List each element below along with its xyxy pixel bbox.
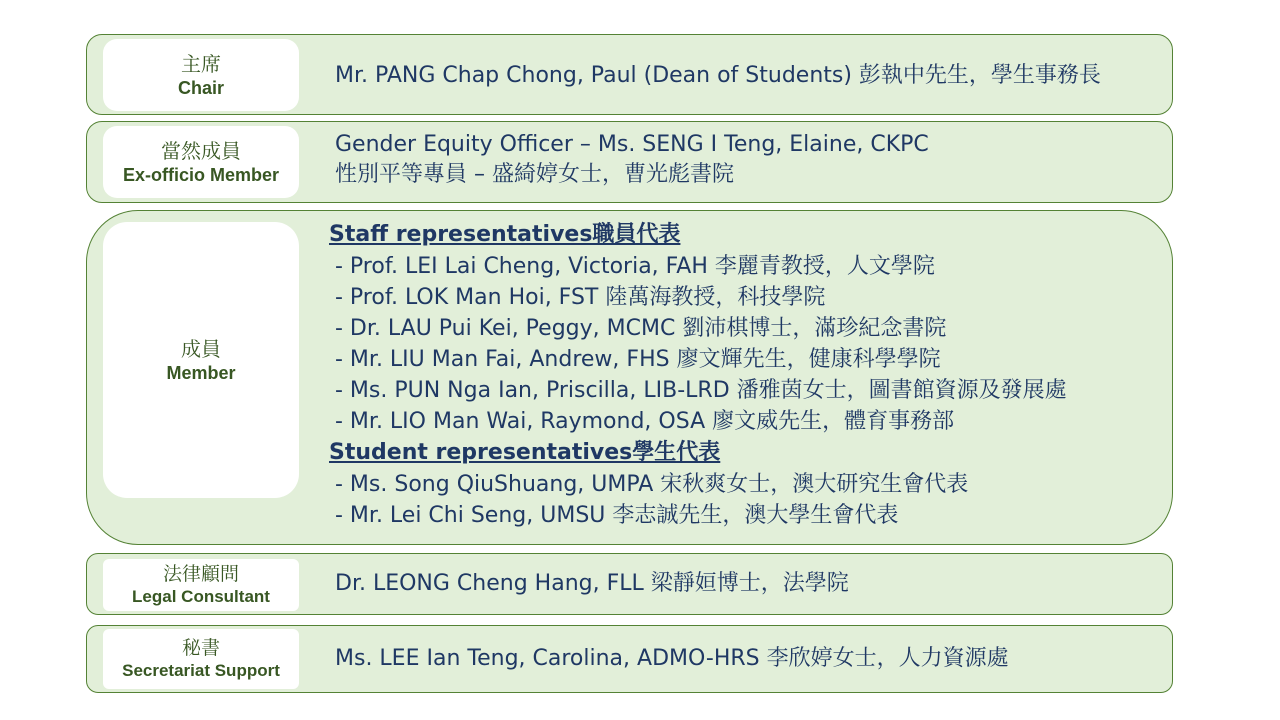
member-content	[329, 219, 1067, 531]
legal-label-en: Legal Consultant	[132, 587, 270, 606]
chair-label-en: Chair	[177, 77, 224, 98]
secretariat-row	[86, 625, 1173, 693]
ex-officio-line1: Gender Equity Officer – Ms. SENG I Teng, Elaine, CKPC	[335, 132, 929, 157]
staff-member: - Ms. PUN Nga Ian, Priscilla, LIB-LRD 潘雅茵女士，圖書館資源及發展處	[335, 378, 1067, 403]
student-heading: Student representatives學生代表	[329, 440, 721, 465]
ex-officio-label-en: Ex-officio Member	[122, 164, 280, 185]
ex-officio-row	[86, 121, 1173, 203]
chair-label-zh: 主席	[181, 51, 221, 76]
member-label-en: Member	[166, 362, 236, 383]
secretariat-label-zh: 秘書	[181, 637, 220, 659]
chair-text: Mr. PANG Chap Chong, Paul (Dean of Students) 彭執中先生，學生事務長	[335, 63, 1101, 88]
legal-row	[86, 553, 1173, 615]
ex-officio-label-box	[103, 126, 299, 198]
ex-officio-content	[335, 130, 929, 190]
legal-text: Dr. LEONG Cheng Hang, FLL 梁靜姮博士，法學院	[335, 571, 849, 596]
staff-member: - Prof. LEI Lai Cheng, Victoria, FAH 李麗青教授，人文學院	[335, 254, 935, 279]
secretariat-label-box	[103, 629, 299, 689]
ex-officio-label-zh: 當然成員	[161, 138, 241, 163]
staff-member: - Prof. LOK Man Hoi, FST 陸萬海教授，科技學院	[335, 285, 826, 310]
ex-officio-line2: 性別平等專員 – 盛綺婷女士，曹光彪書院	[335, 162, 734, 187]
chair-row	[86, 34, 1173, 115]
member-row	[86, 210, 1173, 545]
staff-heading: Staff representatives職員代表	[329, 222, 681, 247]
staff-member: - Mr. LIU Man Fai, Andrew, FHS 廖文輝先生，健康科學學院	[335, 347, 941, 372]
legal-label-box	[103, 559, 299, 611]
student-member: - Mr. Lei Chi Seng, UMSU 李志誠先生，澳大學生會代表	[335, 503, 899, 528]
staff-member: - Mr. LIO Man Wai, Raymond, OSA 廖文威先生，體育事務部	[335, 409, 955, 434]
secretariat-text: Ms. LEE Ian Teng, Carolina, ADMO-HRS 李欣婷女士，人力資源處	[335, 646, 1009, 671]
student-member: - Ms. Song QiuShuang, UMPA 宋秋爽女士，澳大研究生會代表	[335, 472, 969, 497]
member-label-zh: 成員	[181, 336, 221, 361]
member-label-box	[103, 222, 299, 498]
staff-member: - Dr. LAU Pui Kei, Peggy, MCMC 劉沛棋博士，滿珍紀念書院	[335, 316, 947, 341]
chair-label-box	[103, 39, 299, 111]
secretariat-label-en: Secretariat Support	[122, 661, 280, 680]
legal-label-zh: 法律顧問	[162, 563, 239, 585]
